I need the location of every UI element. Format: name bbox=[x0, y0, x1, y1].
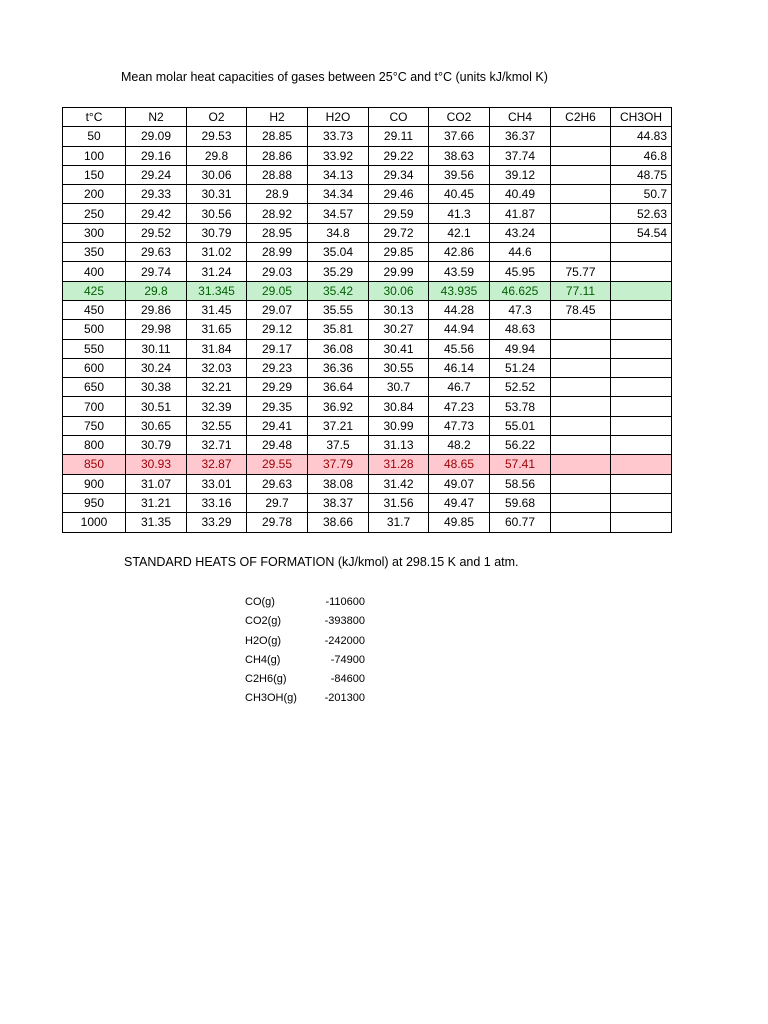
value-cell bbox=[551, 185, 611, 204]
value-cell: 30.79 bbox=[126, 436, 187, 455]
value-cell: 28.9 bbox=[247, 185, 308, 204]
species-label: C2H6(g) bbox=[245, 673, 287, 686]
value-cell bbox=[551, 378, 611, 397]
table-row bbox=[63, 204, 672, 223]
value-cell: 30.93 bbox=[126, 455, 187, 474]
table-row bbox=[63, 493, 672, 512]
value-cell: 29.53 bbox=[187, 127, 247, 146]
value-cell: 28.99 bbox=[247, 243, 308, 262]
value-cell: 32.71 bbox=[187, 436, 247, 455]
temperature-cell: 425 bbox=[63, 281, 126, 300]
value-cell: 36.64 bbox=[308, 378, 369, 397]
column-header: t°C bbox=[63, 108, 126, 127]
value-cell: 78.45 bbox=[551, 300, 611, 319]
value-cell: 29.52 bbox=[126, 223, 187, 242]
value-cell: 35.29 bbox=[308, 262, 369, 281]
value-cell: 29.29 bbox=[247, 378, 308, 397]
value-cell: 43.935 bbox=[429, 281, 490, 300]
value-cell: 28.88 bbox=[247, 165, 308, 184]
value-cell: 29.78 bbox=[247, 513, 308, 532]
value-cell: 28.85 bbox=[247, 127, 308, 146]
value-cell: 50.7 bbox=[611, 185, 672, 204]
list-item bbox=[245, 692, 365, 711]
value-cell bbox=[551, 436, 611, 455]
temperature-cell: 250 bbox=[63, 204, 126, 223]
value-cell: 41.87 bbox=[490, 204, 551, 223]
value-cell: 36.08 bbox=[308, 339, 369, 358]
species-label: CH4(g) bbox=[245, 653, 281, 666]
value-cell: 56.22 bbox=[490, 436, 551, 455]
value-cell: 49.47 bbox=[429, 493, 490, 512]
value-cell bbox=[551, 358, 611, 377]
table-row bbox=[63, 397, 672, 416]
value-cell: 43.59 bbox=[429, 262, 490, 281]
value-cell: 29.8 bbox=[126, 281, 187, 300]
value-cell: 37.66 bbox=[429, 127, 490, 146]
value-cell: 44.94 bbox=[429, 320, 490, 339]
value-cell bbox=[611, 493, 672, 512]
list-item bbox=[245, 635, 365, 654]
value-cell: 38.63 bbox=[429, 146, 490, 165]
value-cell bbox=[611, 378, 672, 397]
value-cell: 29.85 bbox=[369, 243, 429, 262]
value-cell: 34.57 bbox=[308, 204, 369, 223]
value-cell: 31.07 bbox=[126, 474, 187, 493]
value-cell: 44.6 bbox=[490, 243, 551, 262]
list-item bbox=[245, 673, 365, 692]
value-cell: 32.39 bbox=[187, 397, 247, 416]
table-row bbox=[63, 455, 672, 474]
value-cell bbox=[611, 320, 672, 339]
value-cell: 31.84 bbox=[187, 339, 247, 358]
value-cell: 54.54 bbox=[611, 223, 672, 242]
value-cell: 29.7 bbox=[247, 493, 308, 512]
table-row bbox=[63, 281, 672, 300]
value-cell: 29.63 bbox=[126, 243, 187, 262]
value-cell: 31.28 bbox=[369, 455, 429, 474]
value-cell: 31.24 bbox=[187, 262, 247, 281]
value-cell: 31.7 bbox=[369, 513, 429, 532]
value-cell bbox=[611, 300, 672, 319]
value-cell: 37.21 bbox=[308, 416, 369, 435]
value-cell: 38.66 bbox=[308, 513, 369, 532]
value-cell: 46.7 bbox=[429, 378, 490, 397]
value-cell: 32.21 bbox=[187, 378, 247, 397]
column-header: N2 bbox=[126, 108, 187, 127]
value-cell: 29.17 bbox=[247, 339, 308, 358]
value-cell: 44.28 bbox=[429, 300, 490, 319]
value-cell: 36.36 bbox=[308, 358, 369, 377]
value-cell: 29.23 bbox=[247, 358, 308, 377]
value-cell: 30.24 bbox=[126, 358, 187, 377]
value-cell: 30.11 bbox=[126, 339, 187, 358]
value-cell bbox=[611, 281, 672, 300]
table-row bbox=[63, 513, 672, 532]
value-cell: 39.56 bbox=[429, 165, 490, 184]
value-cell: 59.68 bbox=[490, 493, 551, 512]
value-cell: 30.55 bbox=[369, 358, 429, 377]
table-row bbox=[63, 262, 672, 281]
value-cell: 41.3 bbox=[429, 204, 490, 223]
value-cell: 47.3 bbox=[490, 300, 551, 319]
list-item bbox=[245, 615, 365, 634]
list-item bbox=[245, 596, 365, 615]
column-header: CO2 bbox=[429, 108, 490, 127]
value-cell: 58.56 bbox=[490, 474, 551, 493]
value-cell: 29.16 bbox=[126, 146, 187, 165]
temperature-cell: 800 bbox=[63, 436, 126, 455]
value-cell bbox=[551, 339, 611, 358]
value-cell: 29.98 bbox=[126, 320, 187, 339]
value-cell: 33.29 bbox=[187, 513, 247, 532]
value-cell: 34.13 bbox=[308, 165, 369, 184]
species-label: CO2(g) bbox=[245, 615, 282, 628]
value-cell bbox=[551, 397, 611, 416]
value-cell: 77.11 bbox=[551, 281, 611, 300]
value-cell: 37.79 bbox=[308, 455, 369, 474]
value-cell: 34.8 bbox=[308, 223, 369, 242]
value-cell: 29.34 bbox=[369, 165, 429, 184]
value-cell: 31.21 bbox=[126, 493, 187, 512]
value-cell: 33.16 bbox=[187, 493, 247, 512]
value-cell bbox=[551, 204, 611, 223]
value-cell: 48.75 bbox=[611, 165, 672, 184]
value-cell: 40.49 bbox=[490, 185, 551, 204]
column-header: H2 bbox=[247, 108, 308, 127]
column-header: C2H6 bbox=[551, 108, 611, 127]
value-cell bbox=[611, 358, 672, 377]
table-row bbox=[63, 320, 672, 339]
value-cell: 29.03 bbox=[247, 262, 308, 281]
value-cell bbox=[611, 416, 672, 435]
value-cell bbox=[551, 127, 611, 146]
value-cell: 75.77 bbox=[551, 262, 611, 281]
value-cell: 34.34 bbox=[308, 185, 369, 204]
value-cell: 29.05 bbox=[247, 281, 308, 300]
value-cell bbox=[551, 455, 611, 474]
value-cell: 29.11 bbox=[369, 127, 429, 146]
value-cell: 29.55 bbox=[247, 455, 308, 474]
temperature-cell: 700 bbox=[63, 397, 126, 416]
value-cell: 35.55 bbox=[308, 300, 369, 319]
temperature-cell: 450 bbox=[63, 300, 126, 319]
value-cell bbox=[551, 474, 611, 493]
value-cell: 42.1 bbox=[429, 223, 490, 242]
temperature-cell: 850 bbox=[63, 455, 126, 474]
value-cell: 32.87 bbox=[187, 455, 247, 474]
value-cell: 29.42 bbox=[126, 204, 187, 223]
value-cell: 31.56 bbox=[369, 493, 429, 512]
temperature-cell: 650 bbox=[63, 378, 126, 397]
value-cell: 29.09 bbox=[126, 127, 187, 146]
species-label: CO(g) bbox=[245, 596, 275, 608]
temperature-cell: 950 bbox=[63, 493, 126, 512]
value-cell: 33.01 bbox=[187, 474, 247, 493]
table-row bbox=[63, 416, 672, 435]
heat-value: -110600 bbox=[325, 596, 365, 608]
value-cell: 45.56 bbox=[429, 339, 490, 358]
value-cell: 31.45 bbox=[187, 300, 247, 319]
temperature-cell: 50 bbox=[63, 127, 126, 146]
value-cell: 30.27 bbox=[369, 320, 429, 339]
value-cell: 30.13 bbox=[369, 300, 429, 319]
value-cell: 35.81 bbox=[308, 320, 369, 339]
value-cell: 52.52 bbox=[490, 378, 551, 397]
value-cell bbox=[611, 513, 672, 532]
table-title: Mean molar heat capacities of gases between 25°C and t°C (units kJ/kmol K) bbox=[121, 70, 548, 84]
table-header-row bbox=[63, 108, 672, 127]
value-cell bbox=[551, 493, 611, 512]
temperature-cell: 150 bbox=[63, 165, 126, 184]
value-cell: 43.24 bbox=[490, 223, 551, 242]
value-cell: 31.13 bbox=[369, 436, 429, 455]
value-cell: 29.07 bbox=[247, 300, 308, 319]
species-label: H2O(g) bbox=[245, 634, 282, 647]
value-cell bbox=[611, 436, 672, 455]
column-header: O2 bbox=[187, 108, 247, 127]
value-cell bbox=[611, 262, 672, 281]
column-header: CH3OH bbox=[611, 108, 672, 127]
value-cell: 30.31 bbox=[187, 185, 247, 204]
value-cell: 28.95 bbox=[247, 223, 308, 242]
value-cell bbox=[551, 243, 611, 262]
temperature-cell: 200 bbox=[63, 185, 126, 204]
value-cell: 36.92 bbox=[308, 397, 369, 416]
value-cell: 29.72 bbox=[369, 223, 429, 242]
table-body bbox=[63, 127, 672, 532]
value-cell: 33.73 bbox=[308, 127, 369, 146]
value-cell bbox=[551, 416, 611, 435]
table-row bbox=[63, 358, 672, 377]
heats-of-formation-list bbox=[245, 596, 365, 712]
value-cell bbox=[551, 513, 611, 532]
temperature-cell: 300 bbox=[63, 223, 126, 242]
column-header: CH4 bbox=[490, 108, 551, 127]
value-cell: 30.79 bbox=[187, 223, 247, 242]
temperature-cell: 750 bbox=[63, 416, 126, 435]
value-cell: 38.37 bbox=[308, 493, 369, 512]
value-cell: 31.35 bbox=[126, 513, 187, 532]
table-row bbox=[63, 300, 672, 319]
value-cell: 35.04 bbox=[308, 243, 369, 262]
value-cell: 29.99 bbox=[369, 262, 429, 281]
value-cell bbox=[551, 223, 611, 242]
value-cell: 37.5 bbox=[308, 436, 369, 455]
temperature-cell: 350 bbox=[63, 243, 126, 262]
value-cell: 28.92 bbox=[247, 204, 308, 223]
temperature-cell: 600 bbox=[63, 358, 126, 377]
value-cell: 57.41 bbox=[490, 455, 551, 474]
value-cell: 48.65 bbox=[429, 455, 490, 474]
value-cell bbox=[611, 243, 672, 262]
value-cell: 30.56 bbox=[187, 204, 247, 223]
heat-value: -242000 bbox=[324, 634, 365, 647]
value-cell: 29.24 bbox=[126, 165, 187, 184]
value-cell: 32.55 bbox=[187, 416, 247, 435]
value-cell: 30.99 bbox=[369, 416, 429, 435]
value-cell: 40.45 bbox=[429, 185, 490, 204]
value-cell: 30.51 bbox=[126, 397, 187, 416]
value-cell: 33.92 bbox=[308, 146, 369, 165]
temperature-cell: 100 bbox=[63, 146, 126, 165]
value-cell: 55.01 bbox=[490, 416, 551, 435]
value-cell: 49.07 bbox=[429, 474, 490, 493]
temperature-cell: 550 bbox=[63, 339, 126, 358]
value-cell: 49.85 bbox=[429, 513, 490, 532]
value-cell: 29.59 bbox=[369, 204, 429, 223]
heat-value: -201300 bbox=[324, 692, 365, 705]
value-cell: 32.03 bbox=[187, 358, 247, 377]
value-cell: 30.38 bbox=[126, 378, 187, 397]
value-cell: 44.83 bbox=[611, 127, 672, 146]
value-cell: 30.7 bbox=[369, 378, 429, 397]
heats-of-formation-title: STANDARD HEATS OF FORMATION (kJ/kmol) at 298.15 K and 1 atm. bbox=[124, 555, 519, 569]
value-cell: 30.41 bbox=[369, 339, 429, 358]
value-cell: 31.42 bbox=[369, 474, 429, 493]
value-cell: 29.48 bbox=[247, 436, 308, 455]
table-row bbox=[63, 185, 672, 204]
value-cell: 29.33 bbox=[126, 185, 187, 204]
table-row bbox=[63, 223, 672, 242]
value-cell: 53.78 bbox=[490, 397, 551, 416]
value-cell: 47.73 bbox=[429, 416, 490, 435]
table-row bbox=[63, 339, 672, 358]
value-cell: 29.74 bbox=[126, 262, 187, 281]
temperature-cell: 1000 bbox=[63, 513, 126, 532]
value-cell: 45.95 bbox=[490, 262, 551, 281]
column-header: CO bbox=[369, 108, 429, 127]
value-cell: 36.37 bbox=[490, 127, 551, 146]
table-row bbox=[63, 127, 672, 146]
value-cell: 38.08 bbox=[308, 474, 369, 493]
table-row bbox=[63, 378, 672, 397]
column-header: H2O bbox=[308, 108, 369, 127]
value-cell: 48.63 bbox=[490, 320, 551, 339]
value-cell bbox=[611, 397, 672, 416]
value-cell: 49.94 bbox=[490, 339, 551, 358]
temperature-cell: 500 bbox=[63, 320, 126, 339]
value-cell bbox=[611, 339, 672, 358]
table-row bbox=[63, 474, 672, 493]
value-cell: 29.46 bbox=[369, 185, 429, 204]
value-cell: 60.77 bbox=[490, 513, 551, 532]
value-cell: 31.345 bbox=[187, 281, 247, 300]
temperature-cell: 400 bbox=[63, 262, 126, 281]
value-cell: 42.86 bbox=[429, 243, 490, 262]
value-cell: 47.23 bbox=[429, 397, 490, 416]
value-cell bbox=[551, 146, 611, 165]
value-cell: 28.86 bbox=[247, 146, 308, 165]
list-item bbox=[245, 654, 365, 673]
value-cell: 31.65 bbox=[187, 320, 247, 339]
value-cell: 29.35 bbox=[247, 397, 308, 416]
table-row bbox=[63, 146, 672, 165]
value-cell: 29.86 bbox=[126, 300, 187, 319]
value-cell: 30.06 bbox=[187, 165, 247, 184]
value-cell: 46.14 bbox=[429, 358, 490, 377]
heat-value: -393800 bbox=[324, 615, 365, 628]
value-cell: 46.625 bbox=[490, 281, 551, 300]
table-row bbox=[63, 243, 672, 262]
table-row bbox=[63, 436, 672, 455]
value-cell: 30.84 bbox=[369, 397, 429, 416]
value-cell: 37.74 bbox=[490, 146, 551, 165]
value-cell: 29.8 bbox=[187, 146, 247, 165]
value-cell: 31.02 bbox=[187, 243, 247, 262]
value-cell: 35.42 bbox=[308, 281, 369, 300]
value-cell: 48.2 bbox=[429, 436, 490, 455]
value-cell: 29.63 bbox=[247, 474, 308, 493]
value-cell: 39.12 bbox=[490, 165, 551, 184]
value-cell: 46.8 bbox=[611, 146, 672, 165]
value-cell: 29.41 bbox=[247, 416, 308, 435]
temperature-cell: 900 bbox=[63, 474, 126, 493]
value-cell bbox=[611, 455, 672, 474]
value-cell: 51.24 bbox=[490, 358, 551, 377]
value-cell bbox=[551, 165, 611, 184]
species-label: CH3OH(g) bbox=[245, 692, 297, 705]
value-cell bbox=[551, 320, 611, 339]
value-cell: 30.06 bbox=[369, 281, 429, 300]
value-cell: 52.63 bbox=[611, 204, 672, 223]
value-cell: 29.22 bbox=[369, 146, 429, 165]
heat-value: -84600 bbox=[330, 673, 365, 686]
value-cell: 30.65 bbox=[126, 416, 187, 435]
table-row bbox=[63, 165, 672, 184]
value-cell: 29.12 bbox=[247, 320, 308, 339]
heat-capacity-table bbox=[62, 107, 672, 533]
value-cell bbox=[611, 474, 672, 493]
heat-value: -74900 bbox=[330, 653, 365, 666]
